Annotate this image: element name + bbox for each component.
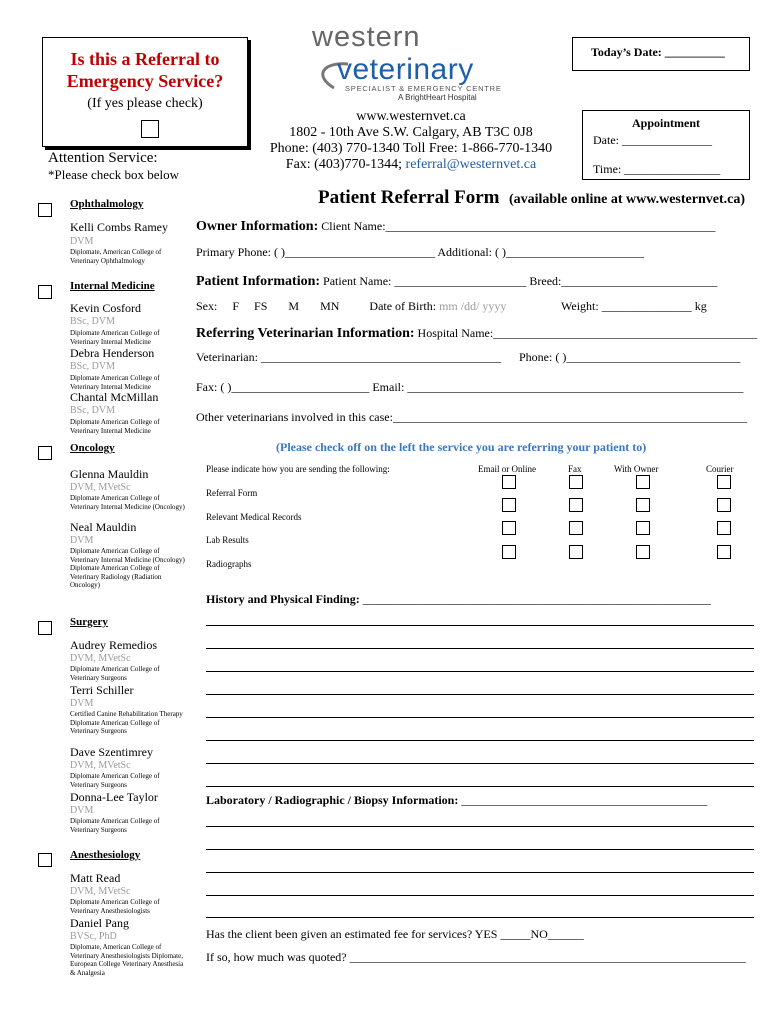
doctor-diploma: Diplomate American College of Veterinary Internal Medicine — [70, 374, 160, 391]
contact-email-link[interactable]: referral@westernvet.ca — [405, 157, 537, 172]
checkbox-fax[interactable] — [569, 521, 583, 535]
vet-phone-field[interactable]: Phone: ( )_____________________________ — [519, 350, 741, 364]
checkbox-email[interactable] — [502, 521, 516, 535]
doctor-degree: DVM, MVetSc — [70, 482, 131, 493]
fee-amount-field[interactable]: If so, how much was quoted? __________________________________________________________________ — [206, 950, 746, 964]
fax-email-field[interactable]: Fax: ( )_______________________ Email: ________________________________________________________ — [196, 380, 744, 394]
veterinarian-field[interactable]: Veterinarian: ________________________________________ — [196, 350, 501, 364]
doctor-degree: DVM — [70, 236, 94, 247]
sex-option-mn[interactable]: MN — [320, 299, 340, 313]
checkbox-with-owner[interactable] — [636, 545, 650, 559]
checkbox-fax[interactable] — [569, 475, 583, 489]
checkbox-courier[interactable] — [717, 545, 731, 559]
patient-sex-row — [196, 299, 506, 314]
service-checkbox-anesthesiology[interactable] — [38, 853, 52, 867]
doctor-name: Donna-Lee Taylor — [70, 790, 158, 804]
history-line[interactable] — [206, 786, 754, 787]
doctor-degree: DVM, MVetSc — [70, 653, 131, 664]
row-radiographs: Radiographs — [206, 559, 252, 569]
doctor-name: Chantal McMillan — [70, 390, 159, 404]
contact-block — [262, 109, 560, 173]
history-line[interactable] — [206, 717, 754, 718]
doctor-degree: DVM, MVetSc — [70, 886, 131, 897]
doctor-name: Neal Mauldin — [70, 520, 137, 534]
lab-info-line[interactable] — [206, 895, 754, 896]
service-anesthesiology: Anesthesiology — [70, 849, 141, 861]
doctor-name: Debra Henderson — [70, 346, 155, 360]
service-checkbox-internal-medicine[interactable] — [38, 285, 52, 299]
history-line[interactable] — [206, 648, 754, 649]
contact-address: 1802 - 10th Ave S.W. Calgary, AB T3C 0J8 — [289, 125, 533, 140]
referring-vet-heading: Referring Veterinarian Information: — [196, 326, 415, 341]
service-internal-medicine: Internal Medicine — [70, 280, 155, 292]
emergency-checkbox[interactable] — [141, 120, 159, 138]
attention-service-title: Attention Service: — [48, 150, 158, 166]
checkbox-email[interactable] — [502, 545, 516, 559]
checkbox-with-owner[interactable] — [636, 475, 650, 489]
history-line[interactable] — [206, 740, 754, 741]
checkbox-courier[interactable] — [717, 521, 731, 535]
emergency-referral-title: Is this a Referral to Emergency Service? — [66, 49, 224, 91]
attention-service-note: *Please check box below — [48, 167, 180, 182]
appointment-title: Appointment — [631, 116, 700, 130]
lab-info-label: Laboratory / Radiographic / Biopsy Information: — [206, 793, 459, 807]
service-surgery: Surgery — [70, 616, 108, 628]
doctor-degree: DVM — [70, 805, 94, 816]
lab-info-line[interactable] — [206, 826, 754, 827]
doctor-diploma: Diplomate American College of Veterinary Anesthesiologists — [70, 898, 160, 915]
service-oncology: Oncology — [70, 442, 115, 454]
lab-info-line[interactable] — [206, 872, 754, 873]
contact-phone: Phone: (403) 770-1340 Toll Free: 1-866-770-1340 — [269, 141, 553, 156]
doctor-diploma: Diplomate American College of Veterinary Surgeons — [70, 665, 160, 682]
checkbox-with-owner[interactable] — [636, 498, 650, 512]
todays-date-field[interactable]: Today’s Date: __________ — [572, 37, 750, 71]
logo-western-text: western — [312, 21, 421, 53]
doctor-diploma: Diplomate, American College of Veterinary Ophthalmology — [70, 248, 162, 265]
checkbox-fax[interactable] — [569, 545, 583, 559]
sex-option-m[interactable]: M — [288, 299, 300, 313]
doctor-name: Audrey Remedios — [70, 638, 157, 652]
service-checkbox-ophthalmology[interactable] — [38, 203, 52, 217]
doctor-degree: DVM — [70, 535, 94, 546]
owner-heading: Owner Information: — [196, 219, 319, 234]
other-vets-field[interactable]: Other veterinarians involved in this case:___________________________________________________________ — [196, 410, 747, 424]
lab-info-section — [206, 793, 707, 808]
emergency-referral-box — [42, 37, 248, 147]
patient-heading: Patient Information: — [196, 274, 321, 289]
owner-section — [196, 219, 716, 235]
sex-option-fs[interactable]: FS — [254, 299, 268, 313]
checkbox-email[interactable] — [502, 498, 516, 512]
doctor-degree: BSc, DVM — [70, 316, 116, 327]
hospital-name-field[interactable]: Hospital Name:____________________________________________ — [417, 326, 758, 340]
appointment-date-field[interactable]: Date: _______________ — [593, 133, 712, 147]
form-title: Patient Referral Form (available online at www.westernvet.ca) — [318, 187, 745, 208]
doctor-name: Dave Szentimrey — [70, 745, 153, 759]
doctor-degree: DVM — [70, 698, 94, 709]
sex-option-f[interactable]: F — [232, 299, 240, 313]
service-ophthalmology: Ophthalmology — [70, 198, 144, 210]
checkbox-courier[interactable] — [717, 498, 731, 512]
column-fax: Fax — [568, 464, 582, 474]
doctor-diploma: Diplomate, American College of Veterinary Anesthesiologists Diplomate, European College Veterinary Anesthesia & Analgesia — [70, 943, 184, 977]
checkbox-courier[interactable] — [717, 475, 731, 489]
history-label: History and Physical Finding: — [206, 592, 360, 606]
column-email-online: Email or Online — [478, 464, 536, 474]
checkbox-fax[interactable] — [569, 498, 583, 512]
doctor-degree: BVSc, PhD — [70, 931, 117, 942]
sex-label: Sex: — [196, 299, 218, 313]
doctor-name: Kevin Cosford — [70, 301, 141, 315]
history-line[interactable] — [206, 671, 754, 672]
column-courier: Courier — [706, 464, 734, 474]
doctor-name: Glenna Mauldin — [70, 467, 149, 481]
lab-info-line[interactable] — [206, 849, 754, 850]
emergency-referral-subtitle: (If yes please check) — [87, 96, 203, 111]
history-line[interactable] — [206, 625, 754, 626]
doctor-name: Terri Schiller — [70, 683, 134, 697]
doctor-name: Kelli Combs Ramey — [70, 220, 168, 234]
history-line[interactable] — [206, 694, 754, 695]
doctor-degree: BSc, DVM — [70, 361, 116, 372]
dob-label: Date of Birth: — [369, 299, 437, 313]
doctor-diploma: Certified Canine Rehabilitation Therapy Diplomate American College of Veterinary Surgeons — [70, 710, 183, 735]
doctor-diploma: Diplomate American College of Veterinary Surgeons — [70, 772, 160, 789]
doctor-diploma: Diplomate American College of Veterinary Internal Medicine (Oncology) Diplomate American College of Veterinary Radiology (Radiation Oncology) — [70, 547, 185, 589]
dob-field[interactable]: mm /dd/ yyyy — [439, 299, 507, 313]
history-section — [206, 592, 711, 607]
column-with-owner: With Owner — [614, 464, 659, 474]
history-field[interactable]: __________________________________________________________ — [362, 592, 711, 606]
patient-name-breed-field[interactable]: Patient Name: ______________________ Breed:__________________________ — [323, 274, 718, 288]
logo-veterinary-text: veterinary — [337, 53, 474, 86]
referring-vet-section — [196, 326, 757, 342]
sending-prompt: Please indicate how you are sending the following: — [206, 464, 390, 474]
doctor-diploma: Diplomate American College of Veterinary Internal Medicine — [70, 329, 160, 346]
logo-tagline: SPECIALIST & EMERGENCY CENTRE — [345, 84, 502, 93]
patient-section — [196, 274, 717, 290]
lab-info-field[interactable]: _________________________________________ — [461, 793, 708, 807]
fee-question-field[interactable]: Has the client been given an estimated fee for services? YES _____NO______ — [206, 927, 584, 941]
client-name-field[interactable]: Client Name:_______________________________________________________ — [321, 219, 716, 233]
doctor-diploma: Diplomate American College of Veterinary Surgeons — [70, 817, 160, 834]
appointment-time-field[interactable]: Time: ________________ — [593, 162, 721, 176]
weight-field[interactable]: Weight: _______________ kg — [561, 299, 707, 313]
contact-fax: Fax: (403)770-1344; — [285, 157, 406, 172]
doctor-diploma: Diplomate American College of Veterinary Internal Medicine (Oncology) — [70, 494, 185, 511]
appointment-box — [582, 110, 750, 180]
doctor-degree: DVM, MVetSc — [70, 760, 131, 771]
checkbox-with-owner[interactable] — [636, 521, 650, 535]
doctor-degree: BSc, DVM — [70, 405, 116, 416]
row-medical-records: Relevant Medical Records — [206, 512, 302, 522]
doctor-name: Daniel Pang — [70, 916, 129, 930]
logo-hospital: A BrightHeart Hospital — [398, 93, 477, 102]
contact-website: www.westernvet.ca — [356, 109, 466, 124]
doctor-name: Matt Read — [70, 871, 121, 885]
service-checkbox-surgery[interactable] — [38, 621, 52, 635]
row-referral-form: Referral Form — [206, 488, 258, 498]
doctor-diploma: Diplomate American College of Veterinary Internal Medicine — [70, 418, 160, 435]
history-line[interactable] — [206, 763, 754, 764]
check-service-note: (Please check off on the left the service you are referring your patient to) — [276, 440, 647, 454]
owner-phone-field[interactable]: Primary Phone: ( )_________________________ Additional: ( )_______________________ — [196, 245, 644, 259]
lab-info-line[interactable] — [206, 917, 754, 918]
checkbox-email[interactable] — [502, 475, 516, 489]
row-lab-results: Lab Results — [206, 535, 249, 545]
service-checkbox-oncology[interactable] — [38, 446, 52, 460]
form-online-note: (available online at www.westernvet.ca) — [508, 192, 745, 207]
